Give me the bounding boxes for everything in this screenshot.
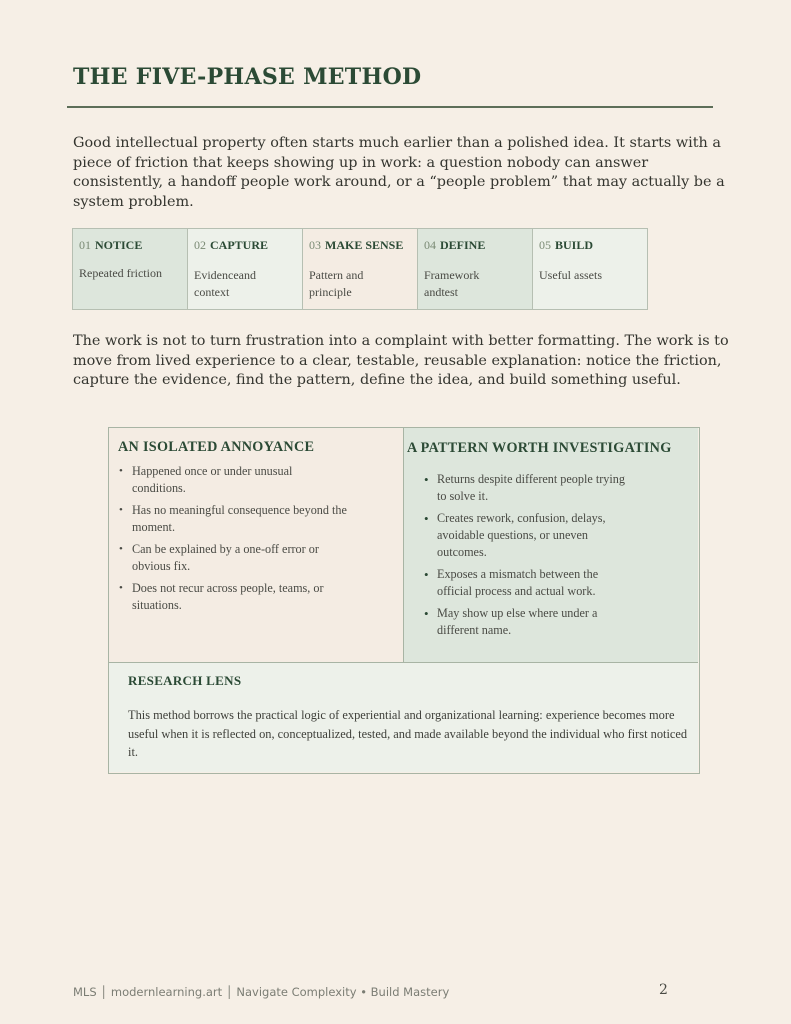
phase-capture — [188, 229, 303, 309]
intro-paragraph: Good intellectual property often starts much earlier than a polished idea. It starts with a piece of friction that keeps showing up in work: a question nobody can answer consistently, a handoff people work around, or a “people problem” that may actually be a system problem. — [73, 135, 725, 210]
page-title: THE FIVE-PHASE METHOD — [73, 64, 422, 90]
comparison-box — [108, 427, 700, 774]
lens-text: This method borrows the practical logic of experiential and organizational learning: experience becomes more useful when it is reflected on, conceptualized, tested, and made available beyond the individual who first noticed it. — [128, 708, 688, 759]
phase-number: 01 — [79, 238, 91, 252]
phase-number: 03 — [309, 238, 321, 252]
list-item: • May show up else where under a different name. — [424, 605, 634, 639]
isolated-annoyance-panel — [109, 428, 404, 663]
page-number: 2 — [659, 982, 668, 998]
phase-name: DEFINE — [440, 238, 486, 252]
phase-name: MAKE SENSE — [325, 238, 404, 252]
phase-notice — [73, 229, 188, 309]
list-item: • Exposes a mismatch between the official process and actual work. — [424, 566, 634, 600]
list-item: • Has no meaningful consequence beyond the moment. — [119, 502, 349, 536]
phase-description: Useful assets — [539, 268, 602, 282]
lens-heading: RESEARCH LENS — [128, 673, 242, 688]
phase-number: 04 — [424, 238, 436, 252]
list-item: • Returns despite different people trying to solve it. — [424, 471, 634, 505]
phase-table — [72, 228, 648, 310]
phase-description: Repeated friction — [79, 266, 162, 280]
phase-name: BUILD — [555, 238, 594, 252]
phase-number: 02 — [194, 238, 206, 252]
list-item: • Creates rework, confusion, delays, avoidable questions, or uneven outcomes. — [424, 510, 634, 561]
phase-description: Framework andtest — [424, 268, 480, 299]
phase-number: 05 — [539, 238, 551, 252]
phase-name: NOTICE — [95, 238, 143, 252]
panel-heading: AN ISOLATED ANNOYANCE — [118, 439, 315, 455]
footer-text: MLS │ modernlearning.art │ Navigate Complexity • Build Mastery — [73, 985, 450, 999]
body-paragraph: The work is not to turn frustration into a complaint with better formatting. The work is to move from lived experience to a clear, testable, reusable explanation: notice the friction, capture the evidence, find the pattern, define the idea, and build something useful. — [73, 333, 729, 389]
phase-description: Evidenceand context — [194, 268, 256, 299]
phase-make-sense — [303, 229, 418, 309]
annoyance-list — [119, 463, 349, 619]
phase-description: Pattern and principle — [309, 268, 364, 299]
list-item: • Can be explained by a one-off error or obvious fix. — [119, 541, 349, 575]
phase-build — [533, 229, 647, 309]
pattern-panel — [404, 428, 698, 663]
phase-name: CAPTURE — [210, 238, 269, 252]
title-divider — [67, 106, 713, 108]
research-lens-panel — [109, 663, 698, 772]
phase-define — [418, 229, 533, 309]
panel-heading: A PATTERN WORTH INVESTIGATING — [407, 440, 672, 456]
list-item: • Does not recur across people, teams, or situations. — [119, 580, 349, 614]
pattern-list — [424, 471, 634, 644]
list-item: • Happened once or under unusual conditions. — [119, 463, 349, 497]
